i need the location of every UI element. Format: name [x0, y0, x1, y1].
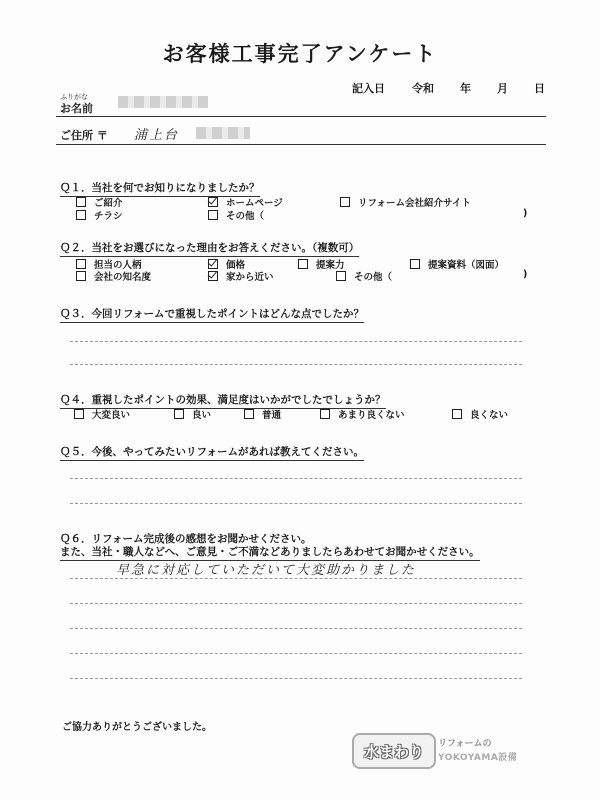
answer-line — [70, 628, 522, 629]
checkbox[interactable] — [208, 210, 218, 220]
answer-line — [70, 478, 522, 479]
name-underline — [56, 116, 546, 117]
q4-option-very-good[interactable]: 大変良い — [74, 407, 130, 421]
q6-question-line1: Ｑ６．リフォーム完成後の感想をお聞かせください。 — [60, 533, 312, 545]
logo-company-name: YOKOYAMA設備 — [438, 753, 518, 763]
checkbox[interactable] — [244, 409, 254, 419]
date-filled-label: 記入日 — [352, 82, 385, 95]
answer-line — [70, 341, 522, 342]
q4-option-good[interactable]: 良い — [174, 407, 211, 421]
q1-option-homepage[interactable]: ホームページ — [208, 195, 283, 209]
checkbox[interactable] — [452, 409, 462, 419]
logo-subtitle: リフォームの — [438, 739, 492, 749]
form-title: お客様工事完了アンケート — [162, 42, 438, 66]
checkbox[interactable] — [174, 409, 184, 419]
date-month-label: 月 — [497, 82, 508, 95]
answer-line — [70, 503, 522, 504]
thanks-message: ご協力ありがとうございました。 — [62, 722, 212, 733]
answer-line — [70, 678, 522, 679]
q4-question: Ｑ４．重視したポイントの効果、満足度はいかがでしたでしょうか？ — [60, 392, 386, 409]
q5-question: Ｑ５．今後、やってみたいリフォームがあれば教えてください。 — [60, 444, 364, 461]
date-era-label: 令和 — [412, 82, 434, 95]
q1-option-other[interactable]: その他（ — [208, 208, 264, 222]
checkbox-checked[interactable] — [208, 197, 218, 207]
address-redacted — [196, 127, 250, 139]
checkbox[interactable] — [320, 409, 330, 419]
address-label: ご住所 〒 — [60, 129, 108, 142]
address-value: 浦上台 — [134, 128, 180, 143]
checkbox[interactable] — [410, 259, 420, 269]
q4-option-not-so-good[interactable]: あまり良くない — [320, 407, 405, 421]
checkbox[interactable] — [76, 271, 86, 281]
answer-line — [70, 364, 522, 365]
checkbox[interactable] — [76, 259, 86, 269]
q6-question-line2: また、当社・職人などへ、ご意見・ご不満などありましたらあわせてお聞かせください。 — [60, 544, 480, 561]
q6-answer: 早急に対応していただいて大変助かりました — [116, 563, 417, 578]
q2-option-near-home[interactable]: 家から近い — [208, 269, 274, 283]
q2-option-proposal[interactable]: 提案力 — [298, 257, 345, 271]
address-underline — [56, 144, 546, 145]
q1-option-flyer[interactable]: チラシ — [76, 208, 123, 222]
date-year-label: 年 — [460, 82, 471, 95]
q2-other-close: ) — [523, 269, 528, 280]
checkbox[interactable] — [340, 197, 350, 207]
q2-option-price[interactable]: 価格 — [208, 257, 245, 271]
checkbox[interactable] — [76, 210, 86, 220]
checkbox[interactable] — [74, 409, 84, 419]
name-redacted — [118, 96, 208, 108]
q1-other-close: ) — [523, 208, 528, 219]
company-logo: 水まわり — [352, 733, 436, 769]
checkbox-checked[interactable] — [208, 271, 218, 281]
q1-option-referral-site[interactable]: リフォーム会社紹介サイト — [340, 195, 471, 209]
furigana-label: ふりがな — [60, 93, 88, 101]
q1-question: Ｑ１．当社を何でお知りになりましたか？ — [60, 180, 260, 197]
answer-line — [70, 578, 522, 579]
q2-option-other[interactable]: その他（ — [336, 269, 392, 283]
q4-option-bad[interactable]: 良くない — [452, 407, 508, 421]
q3-question: Ｑ３．今回リフォームで重視したポイントはどんな点でしたか？ — [60, 306, 364, 323]
answer-line — [70, 653, 522, 654]
q1-option-referral[interactable]: ご紹介 — [76, 195, 123, 209]
q4-option-average[interactable]: 普通 — [244, 407, 281, 421]
q2-option-drawings[interactable]: 提案資料（図面） — [410, 257, 504, 271]
q2-option-staff[interactable]: 担当の人柄 — [76, 257, 142, 271]
checkbox[interactable] — [336, 271, 346, 281]
q2-question: Ｑ２．当社をお選びになった理由をお答えください。（複数可） — [60, 240, 359, 257]
checkbox[interactable] — [76, 197, 86, 207]
answer-line — [70, 603, 522, 604]
checkbox[interactable] — [298, 259, 308, 269]
date-day-label: 日 — [534, 82, 545, 95]
q2-option-reputation[interactable]: 会社の知名度 — [76, 269, 151, 283]
name-label: お名前 — [60, 102, 93, 115]
